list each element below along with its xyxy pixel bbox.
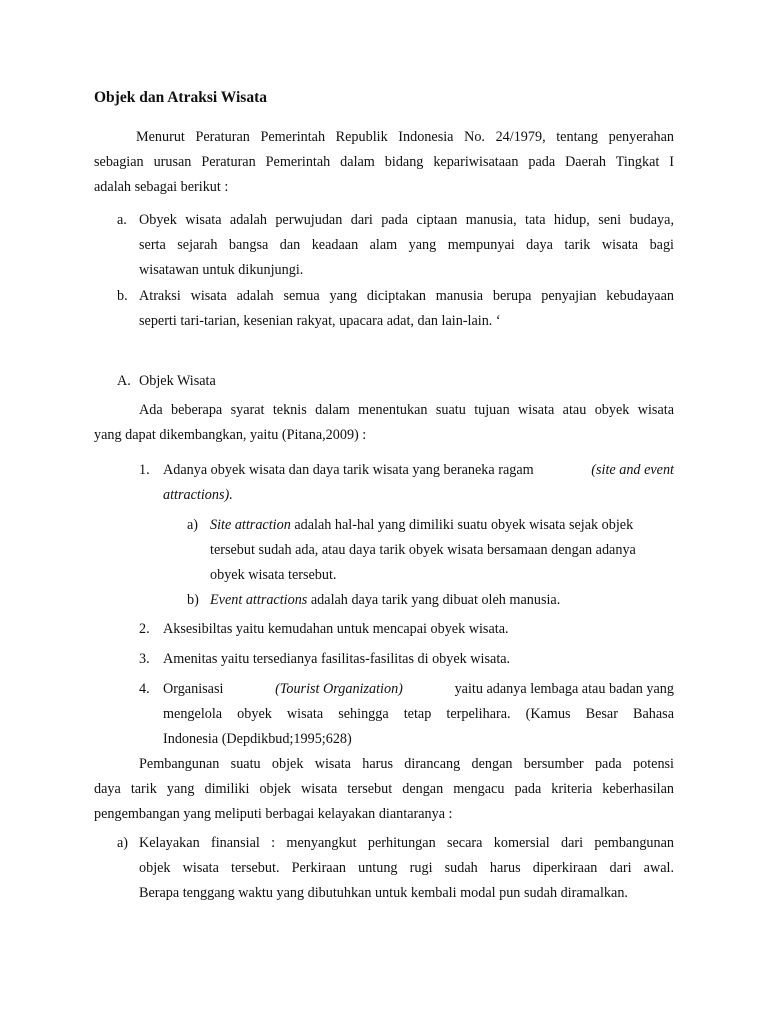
requirement-4-line-2: mengelola obyek wisata sehingga tetap terpelihara. (Kamus Besar Bahasa — [163, 706, 674, 722]
requirement-4-line-1 — [163, 680, 674, 698]
document-title: Objek dan Atraksi Wisata — [94, 89, 267, 106]
sub-a-marker: a) — [187, 517, 199, 533]
requirement-1-italic-a: (site and event — [591, 462, 674, 478]
requirement-4-italic: (Tourist Organization) — [275, 681, 403, 697]
sub-b-rest: adalah daya tarik yang dibuat oleh manusia. — [310, 592, 561, 608]
feasibility-line-1: Kelayakan finansial : menyangkut perhitungan secara komersial dari pembangunan — [139, 835, 674, 851]
requirement-1-marker: 1. — [139, 462, 150, 478]
definition-b-marker: b. — [117, 288, 128, 304]
requirement-1-text: Adanya obyek wisata dan daya tarik wisata yang beraneka ragam — [163, 462, 534, 478]
section-a-para-line-1: Ada beberapa syarat teknis dalam menentukan suatu tujuan wisata atau obyek wisata — [139, 402, 674, 418]
definition-a-line-2: serta sejarah bangsa dan keadaan alam yang mempunyai daya tarik wisata bagi — [139, 237, 674, 253]
intro-line-1: Menurut Peraturan Pemerintah Republik Indonesia No. 24/1979, tentang penyerahan — [136, 129, 674, 145]
requirement-3-text: Amenitas yaitu tersedianya fasilitas-fasilitas di obyek wisata. — [163, 651, 511, 667]
intro-line-2: sebagian urusan Peraturan Pemerintah dalam bidang kepariwisataan pada Daerah Tingkat I — [94, 154, 674, 170]
section-a-para-line-2: yang dapat dikembangkan, yaitu (Pitana,2009) : — [94, 427, 367, 443]
section-a-marker: A. — [117, 373, 131, 389]
requirement-4-marker: 4. — [139, 681, 150, 697]
feasibility-marker: a) — [117, 835, 129, 851]
feasibility-line-3: Berapa tenggang waktu yang dibutuhkan untuk kembali modal pun sudah diramalkan. — [139, 885, 628, 901]
feasibility-line-2: objek wisata tersebut. Perkiraan untung rugi sudah harus diperkiraan dari awal. — [139, 860, 674, 876]
definition-a-line-3: wisatawan untuk dikunjungi. — [139, 262, 304, 278]
sub-b-marker: b) — [187, 592, 199, 608]
sub-b-line — [210, 591, 560, 609]
intro-line-3: adalah sebagai berikut : — [94, 179, 229, 195]
requirement-4-text-b: yaitu adanya lembaga atau badan yang — [454, 681, 674, 697]
requirement-1-italic-b: attractions). — [163, 487, 233, 503]
sub-a-line-3: obyek wisata tersebut. — [210, 567, 337, 583]
requirement-3-marker: 3. — [139, 651, 150, 667]
definition-a-marker: a. — [117, 212, 127, 228]
requirement-4-text-a: Organisasi — [163, 681, 224, 697]
definition-b-line-1: Atraksi wisata adalah semua yang diciptakan manusia berupa penyajian kebudayaan — [139, 288, 674, 304]
development-line-3: pengembangan yang meliputi berbagai kelayakan diantaranya : — [94, 806, 453, 822]
requirement-1-line-1 — [163, 461, 674, 479]
requirement-2-marker: 2. — [139, 621, 150, 637]
definition-b-line-2: seperti tari-tarian, kesenian rakyat, upacara adat, dan lain-lain. ‘ — [139, 313, 501, 329]
sub-a-line-1 — [210, 516, 633, 534]
requirement-2-text: Aksesibiltas yaitu kemudahan untuk mencapai obyek wisata. — [163, 621, 509, 637]
section-a-heading: Objek Wisata — [139, 373, 216, 389]
sub-a-italic: Site attraction — [210, 517, 291, 533]
definition-a-line-1: Obyek wisata adalah perwujudan dari pada ciptaan manusia, tata hidup, seni budaya, — [139, 212, 674, 228]
sub-b-italic: Event attractions — [210, 592, 308, 608]
development-line-2: daya tarik yang dimiliki objek wisata tersebut dengan mengacu pada kriteria keberhasilan — [94, 781, 674, 797]
sub-a-line-2: tersebut sudah ada, atau daya tarik obyek wisata bersamaan dengan adanya — [210, 542, 636, 558]
requirement-4-line-3: Indonesia (Depdikbud;1995;628) — [163, 731, 352, 747]
development-line-1: Pembangunan suatu objek wisata harus dirancang dengan bersumber pada potensi — [139, 756, 674, 772]
sub-a-rest: adalah hal-hal yang dimiliki suatu obyek wisata sejak objek — [294, 517, 634, 533]
